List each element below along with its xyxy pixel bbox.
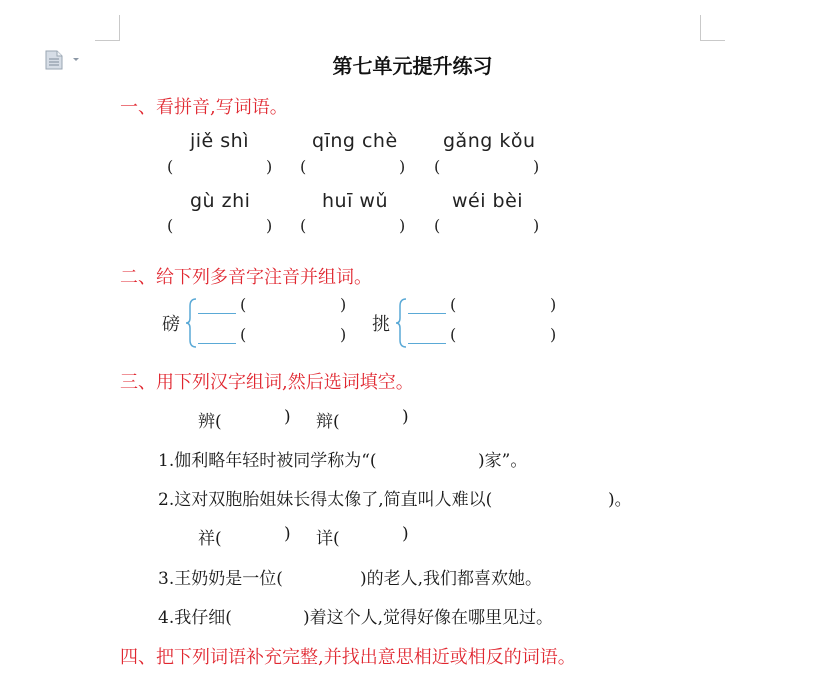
pinyin-blank (408, 343, 446, 344)
word-pair-a-close: ) (284, 407, 291, 427)
answer-paren-close: ) (399, 216, 406, 235)
brace-icon (186, 298, 198, 348)
answer-paren-close: ) (533, 157, 540, 176)
section-2-heading: 二、给下列多音字注音并组词。 (120, 267, 372, 288)
word-pair-a: 辨( (198, 412, 222, 432)
question-4-pre: 4.我仔细( (158, 608, 232, 628)
pinyin-blank (408, 313, 446, 314)
pinyin-item: huī wǔ (322, 190, 388, 212)
answer-paren-open: ( (434, 216, 441, 235)
word-pair-b-close: ) (402, 407, 409, 427)
crop-mark-top-right-v (700, 15, 701, 41)
answer-paren-open: ( (300, 216, 307, 235)
answer-paren-close: ) (550, 295, 557, 314)
answer-paren-close: ) (340, 325, 347, 344)
crop-mark-top-left-v (119, 15, 120, 41)
section-4-heading: 四、把下列词语补充完整,并找出意思相近或相反的词语。 (120, 647, 576, 668)
answer-paren-open: ( (434, 157, 441, 176)
answer-paren-close: ) (266, 157, 273, 176)
answer-paren-close: ) (340, 295, 347, 314)
crop-mark-top-left-h (95, 40, 120, 41)
question-3-post: )的老人,我们都喜欢她。 (360, 569, 543, 589)
answer-paren-open: ( (300, 157, 307, 176)
pinyin-item: qīng chè (312, 130, 398, 152)
answer-paren-close: ) (266, 216, 273, 235)
word-pair-b: 详( (316, 529, 340, 549)
pinyin-blank (198, 313, 236, 314)
question-4-post: )着这个人,觉得好像在哪里见过。 (303, 608, 554, 628)
word-pair-b: 辩( (316, 412, 340, 432)
pinyin-item: jiě shì (190, 130, 250, 152)
section-1-heading: 一、看拼音,写词语。 (120, 97, 288, 118)
answer-paren-open: ( (450, 325, 457, 344)
question-1-post: )家”。 (478, 451, 528, 471)
answer-paren-close: ) (399, 157, 406, 176)
polyphone-char: 磅 (162, 314, 180, 335)
brace-icon (396, 298, 408, 348)
word-pair-a: 祥( (198, 529, 222, 549)
answer-paren-close: ) (533, 216, 540, 235)
answer-paren-open: ( (167, 157, 174, 176)
crop-mark-top-right-h (700, 40, 725, 41)
pinyin-item: gù zhi (190, 190, 251, 212)
answer-paren-close: ) (550, 325, 557, 344)
pinyin-item: wéi bèi (452, 190, 524, 212)
answer-paren-open: ( (240, 295, 247, 314)
answer-paren-open: ( (240, 325, 247, 344)
pinyin-blank (198, 343, 236, 344)
answer-paren-open: ( (167, 216, 174, 235)
question-2-post: )。 (608, 490, 632, 510)
question-2-pre: 2.这对双胞胎姐妹长得太像了,简直叫人难以( (158, 490, 493, 510)
answer-paren-open: ( (450, 295, 457, 314)
pinyin-item: gǎng kǒu (443, 130, 536, 152)
question-1-pre: 1.伽利略年轻时被同学称为“( (158, 451, 377, 471)
word-pair-b-close: ) (402, 524, 409, 544)
page-title: 第七单元提升练习 (332, 54, 493, 78)
question-3-pre: 3.王奶奶是一位( (158, 569, 283, 589)
polyphone-char: 挑 (372, 314, 390, 335)
word-pair-a-close: ) (284, 524, 291, 544)
section-3-heading: 三、用下列汉字组词,然后选词填空。 (120, 372, 414, 393)
